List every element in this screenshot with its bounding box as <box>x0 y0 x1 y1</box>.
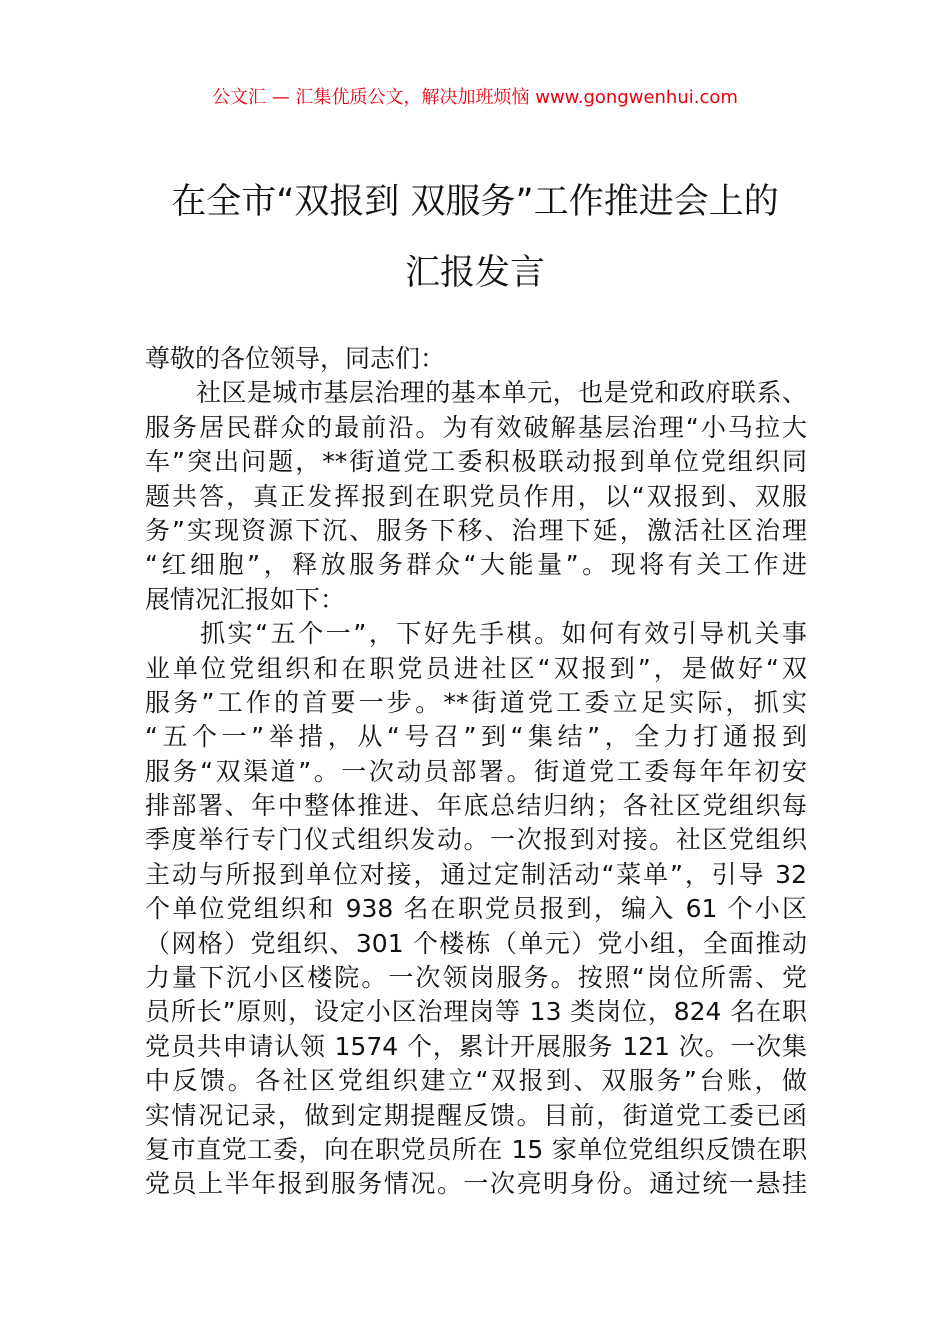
body-line: 车”突出问题，**街道党工委积极联动报到单位党组织同 <box>145 447 807 477</box>
body-line-salutation: 尊敬的各位领导，同志们： <box>145 344 446 373</box>
document-body <box>145 342 807 1202</box>
body-line: 社区是城市基层治理的基本单元，也是党和政府联系、 <box>145 378 807 408</box>
body-line: 复市直党工委，向在职党员所在 15 家单位党组织反馈在职 <box>145 1134 807 1164</box>
body-line: 实情况记录，做到定期提醒反馈。目前，街道党工委已函 <box>145 1100 807 1130</box>
body-line: 党员上半年报到服务情况。一次亮明身份。通过统一悬挂 <box>145 1169 807 1199</box>
body-line: （网格）党组织、301 个楼栋（单元）党小组，全面推动 <box>145 928 807 958</box>
body-line: “红细胞”，释放服务群众“大能量”。现将有关工作进 <box>145 550 807 580</box>
body-line: 业单位党组织和在职党员进社区“双报到”，是做好“双 <box>145 653 807 683</box>
body-line: 排部署、年中整体推进、年底总结归纳；各社区党组织每 <box>145 791 807 821</box>
site-banner: 公文汇 — 汇集优质公文，解决加班烦恼 www.gongwenhui.com <box>212 87 738 108</box>
body-line: 员所长”原则，设定小区治理岗等 13 类岗位，824 名在职 <box>145 997 807 1027</box>
body-line: 服务“双渠道”。一次动员部署。街道党工委每年年初安 <box>145 756 807 786</box>
document-title-line-2: 汇报发言 <box>404 253 545 293</box>
body-line: 力量下沉小区楼院。一次领岗服务。按照“岗位所需、党 <box>145 963 807 993</box>
body-line: 抓实“五个一”，下好先手棋。如何有效引导机关事 <box>145 619 807 649</box>
body-line: 服务居民群众的最前沿。为有效破解基层治理“小马拉大 <box>145 412 807 442</box>
body-line: 服务”工作的首要一步。**街道党工委立足实际，抓实 <box>145 687 807 717</box>
body-line: 主动与所报到单位对接，通过定制活动“菜单”，引导 32 <box>145 859 807 889</box>
body-line: 个单位党组织和 938 名在职党员报到，编入 61 个小区 <box>145 894 807 924</box>
body-line: 中反馈。各社区党组织建立“双报到、双服务”台账，做 <box>145 1066 807 1096</box>
body-line: 季度举行专门仪式组织发动。一次报到对接。社区党组织 <box>145 825 807 855</box>
body-line: 题共答，真正发挥报到在职党员作用，以“双报到、双服 <box>145 481 807 511</box>
body-line: 党员共申请认领 1574 个，累计开展服务 121 次。一次集 <box>145 1031 807 1061</box>
body-line: 展情况汇报如下： <box>145 584 346 614</box>
body-line: 务”实现资源下沉、服务下移、治理下延，激活社区治理 <box>145 515 807 545</box>
document-title-line-1: 在全市“双报到 双服务”工作推进会上的 <box>171 182 779 222</box>
body-line: “五个一”举措，从“号召”到“集结”，全力打通报到 <box>145 722 807 752</box>
